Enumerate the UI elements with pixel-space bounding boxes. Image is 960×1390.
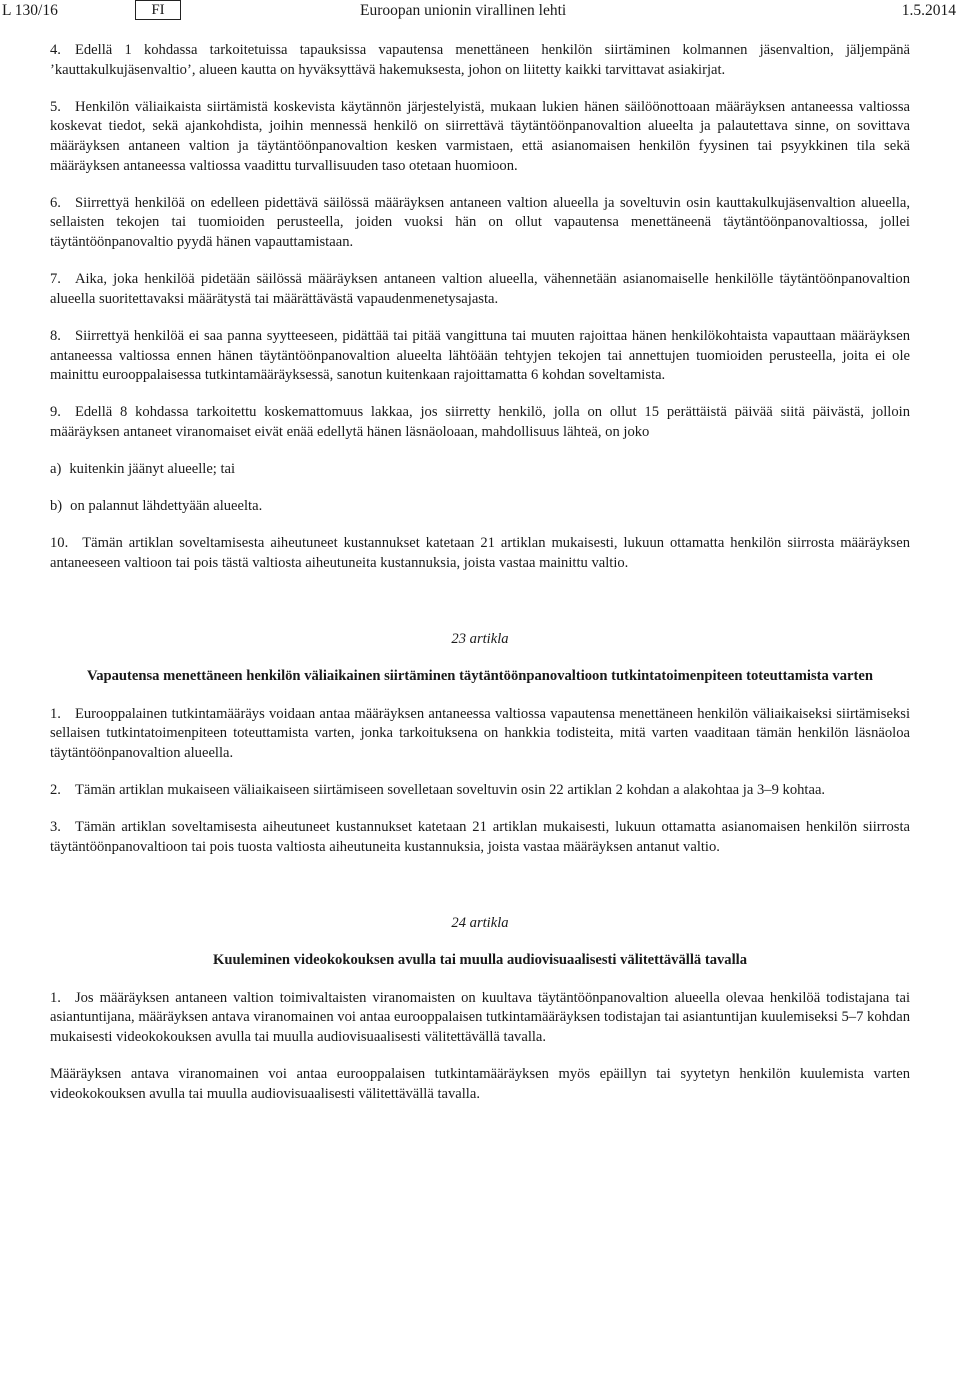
paragraph-number: 10. xyxy=(50,535,69,552)
paragraph-number: 7. xyxy=(50,271,61,288)
list-item-b xyxy=(50,497,910,517)
paragraph-22-6 xyxy=(50,194,910,253)
paragraph-22-5 xyxy=(50,98,910,176)
list-text: kuitenkin jäänyt alueelle; tai xyxy=(69,461,236,478)
list-item-a xyxy=(50,460,910,480)
page-reference: L 130/16 xyxy=(2,2,58,19)
paragraph-text: Aika, joka henkilöä pidetään säilössä määräyksen antaneen valtion alueella, vähennetään asianomaiselle henkilölle täytäntöönpanovaltion alueella suoritettavaksi määrätystä tai määrättävästä vapaudenmenetysajasta. xyxy=(50,271,910,307)
paragraph-number: 5. xyxy=(50,98,61,115)
paragraph-number: 4. xyxy=(50,42,61,58)
list-label: a) xyxy=(50,461,62,478)
paragraph-number: 1. xyxy=(50,705,61,722)
paragraph-number: 6. xyxy=(50,194,61,211)
paragraph-22-9 xyxy=(50,403,910,442)
article-23-title: 23 artikla xyxy=(451,630,509,647)
paragraph-22-7 xyxy=(50,270,910,309)
paragraph-text: Eurooppalainen tutkintamääräys voidaan antaa määräyksen antaneessa valtiossa vapautensa menettäneen henkilön väliaikaiseksi siirtämiseksi sellaisen tutkintatoimenpiteen toteuttamista varten, jonka tarkoituksena on hankkia todisteita, mitä varten vaaditaan tämän henkilön läsnäoloa täytäntöönpanovaltion alueella. xyxy=(50,705,910,761)
list-label: b) xyxy=(50,498,63,515)
paragraph-number: 3. xyxy=(50,819,61,836)
paragraph-text: Määräyksen antava viranomainen voi antaa eurooppalaisen tutkintamääräyksen myös epäillyn tai syytetyn henkilön kuulemista varten videokokouksen avulla tai muulla audiovisuaalisesti välitettävällä tavalla. xyxy=(50,1066,910,1102)
document-body xyxy=(50,41,910,1122)
paragraph-24-1 xyxy=(50,989,910,1048)
language-box: FI xyxy=(135,0,181,20)
article-23-heading: Vapautensa menettäneen henkilön väliaikainen siirtäminen täytäntöönpanovaltioon tutkintatoimenpiteen toteuttamista varten xyxy=(87,668,873,685)
list-text: on palannut lähdettyään alueelta. xyxy=(70,498,263,515)
journal-title: Euroopan unionin virallinen lehti xyxy=(360,2,567,19)
article-24-title: 24 artikla xyxy=(451,914,509,931)
paragraph-number: 1. xyxy=(50,989,61,1006)
paragraph-23-1 xyxy=(50,705,910,764)
article-24-heading: Kuuleminen videokokouksen avulla tai muulla audiovisuaalisesti välitettävällä tavalla xyxy=(213,952,747,969)
paragraph-text: Edellä 1 kohdassa tarkoitetuissa tapauksissa vapautensa menettäneen henkilön siirtäminen kolmannen jäsenvaltion, jäljempänä ’kauttakulkujäsenvaltio’, alueen kautta on hyväksyttävä hakemuksesta, johon on liitetty kaikki tarvittavat asiakirjat. xyxy=(50,42,910,78)
paragraph-text: Tämän artiklan soveltamisesta aiheutuneet kustannukset katetaan 21 artiklan mukaisesti, lukuun ottamatta asianomaisen henkilön siirrosta täytäntöönpanovaltioon tai pois tuosta valtiosta aiheutuneita kustannuksia, joista vastaa määräyksen antanut valtio. xyxy=(50,819,910,855)
paragraph-number: 2. xyxy=(50,782,61,799)
paragraph-22-4 xyxy=(50,41,910,80)
paragraph-text: Siirrettyä henkilöä on edelleen pidettävä säilössä määräyksen antaneen valtion alueella ja soveltuvin osin kauttakulkujäsenvaltion alueella, sellaisten tekojen tai tuomioiden perusteella, joiden vuoksi hän on ollut vapautensa menettäneenä täytäntöönpanovaltiossa, jollei täytäntöönpanovaltio pyydä hänen vapauttamistaan. xyxy=(50,194,910,250)
paragraph-text: Tämän artiklan mukaiseen väliaikaiseen siirtämiseen sovelletaan soveltuvin osin 22 artiklan 2 kohdan a alakohtaa ja 3–9 kohtaa. xyxy=(74,782,826,799)
publication-date: 1.5.2014 xyxy=(901,2,956,19)
paragraph-23-3 xyxy=(50,818,910,857)
page-header xyxy=(0,0,960,24)
paragraph-24-1-sub xyxy=(50,1065,910,1104)
paragraph-text: Siirrettyä henkilöä ei saa panna syytteeseen, pidättää tai pitää vangittuna tai muuten rajoittaa hänen henkilökohtaista vapauttaan määräyksen antaneessa valtiossa ennen hänen täytäntöönpanovaltion alueelta lähtöään tehtyjen tekojen tai annettujen tuomioiden perusteella, joita ei ole mainittu eurooppalaisessa tutkintamääräyksessä, sanotun kuitenkaan rajoittamatta 6 kohdan soveltamista. xyxy=(50,327,910,384)
paragraph-number: 8. xyxy=(50,327,61,344)
paragraph-22-8 xyxy=(50,327,910,386)
paragraph-text: Henkilön väliaikaista siirtämistä koskevista käytännön järjestelyistä, mukaan lukien hänen säilöönottoaan määräyksen antaneessa valtiossa koskevat tiedot, sekä ajankohdista, joihin mennessä henkilö on siirrettävä täytäntöönpanovaltion alueelta ja palautettava sinne, on sovittava määräyksen antaneen valtion ja täytäntöönpanovaltion kesken varmistaen, että asianomaisen henkilön fyysinen tai psyykkinen tila sekä määräyksen antaneessa valtiossa vaadittu turvallisuuden taso otetaan huomioon. xyxy=(50,98,910,174)
paragraph-22-10 xyxy=(50,534,910,573)
paragraph-text: Jos määräyksen antaneen valtion toimivaltaisten viranomaisten on kuultava täytäntöönpanovaltion alueella olevaa henkilöä todistajana tai asiantuntijana, määräyksen antava viranomainen voi antaa eurooppalaisen tutkintamääräyksen todistajan tai asiantuntijan kuulemiseksi 5–7 kohdan mukaisesti videokokouksen avulla tai muulla audiovisuaalisesti välitettävällä tavalla. xyxy=(50,989,910,1045)
paragraph-23-2 xyxy=(50,781,910,801)
paragraph-number: 9. xyxy=(50,404,61,421)
paragraph-text: Edellä 8 kohdassa tarkoitettu koskemattomuus lakkaa, jos siirretty henkilö, jolla on ollut 15 perättäistä päivää siitä päivästä, jolloin määräyksen antaneet viranomaiset eivät enää edellytä hänen läsnäoloaan, mahdollisuus lähteä, on joko xyxy=(50,404,910,440)
paragraph-text: Tämän artiklan soveltamisesta aiheutuneet kustannukset katetaan 21 artiklan mukaisesti, lukuun ottamatta henkilön siirrosta määräyksen antaneeseen valtioon tai pois tästä valtiosta aiheutuneita kustannuksia, joista vastaa mainittu valtio. xyxy=(50,535,910,572)
